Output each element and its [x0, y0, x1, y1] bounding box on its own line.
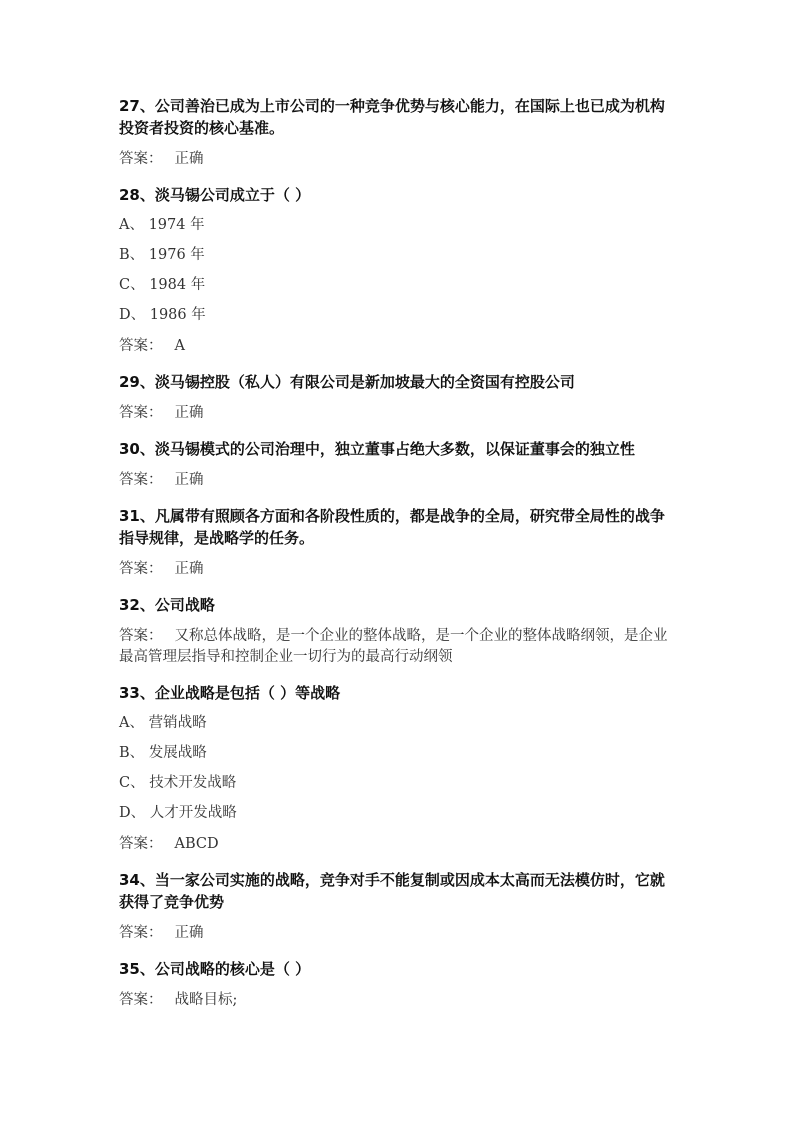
question-text: 34、当一家公司实施的战略，竞争对手不能复制或因成本太高而无法模仿时，它就获得了竞争优势: [119, 871, 665, 911]
question-text: 29、淡马锡控股（私人）有限公司是新加坡最大的全资国有控股公司: [119, 373, 575, 391]
answer-value: 又称总体战略，是一个企业的整体战略，是一个企业的整体战略纲领，是企业最高管理层指导和控制企业一切行为的最高行动纲领: [119, 628, 668, 665]
question-item: [119, 869, 679, 944]
option-c: C、 1984 年: [119, 277, 206, 293]
question-item: [119, 184, 679, 357]
answer-label: 答案：: [119, 561, 163, 577]
question-list: [119, 95, 679, 1011]
question-item: [119, 371, 679, 424]
option-d: D、 1986 年: [119, 307, 206, 323]
answer-line: [119, 990, 679, 1011]
answer-value: 正确: [174, 405, 204, 421]
answer-line: [119, 626, 679, 668]
answer-label: 答案：: [119, 472, 163, 488]
answer-label: 答案：: [119, 925, 163, 941]
question-item: [119, 505, 679, 580]
answer-value: 战略目标;: [174, 992, 238, 1008]
question-item: [119, 594, 679, 668]
answer-label: 答案：: [119, 992, 163, 1008]
answer-line: [119, 834, 679, 855]
answer-line: [119, 403, 679, 424]
question-text: 31、凡属带有照顾各方面和各阶段性质的，都是战争的全局，研究带全局性的战争指导规律，是战略学的任务。: [119, 507, 665, 547]
option-c: C、 技术开发战略: [119, 775, 237, 791]
question-item: [119, 682, 679, 855]
answer-line: [119, 923, 679, 944]
question-item: [119, 95, 679, 170]
answer-value: 正确: [174, 561, 204, 577]
answer-value: 正确: [174, 151, 204, 167]
answer-label: 答案：: [119, 338, 163, 354]
answer-label: 答案：: [119, 151, 163, 167]
answer-value: ABCD: [174, 836, 219, 852]
option-d: D、 人才开发战略: [119, 805, 237, 821]
answer-value: A: [174, 338, 185, 354]
question-text: 33、企业战略是包括（ ）等战略: [119, 684, 341, 702]
question-item: [119, 438, 679, 491]
question-text: 28、淡马锡公司成立于（ ）: [119, 186, 311, 204]
option-b: B、 1976 年: [119, 247, 205, 263]
answer-line: [119, 336, 679, 357]
option-b: B、 发展战略: [119, 745, 207, 761]
answer-value: 正确: [174, 472, 204, 488]
answer-label: 答案：: [119, 836, 163, 852]
answer-value: 正确: [174, 925, 204, 941]
question-text: 35、公司战略的核心是（ ）: [119, 960, 311, 978]
question-text: 32、公司战略: [119, 596, 215, 614]
question-text: 30、淡马锡模式的公司治理中，独立董事占绝大多数，以保证董事会的独立性: [119, 440, 635, 458]
question-text: 27、公司善治已成为上市公司的一种竞争优势与核心能力，在国际上也已成为机构投资者投资的核心基准。: [119, 97, 665, 137]
answer-label: 答案：: [119, 405, 163, 421]
answer-line: [119, 149, 679, 170]
answer-line: [119, 470, 679, 491]
question-item: [119, 958, 679, 1011]
answer-label: 答案：: [119, 628, 163, 644]
option-a: A、 1974 年: [119, 217, 205, 233]
option-a: A、 营销战略: [119, 715, 207, 731]
answer-line: [119, 559, 679, 580]
